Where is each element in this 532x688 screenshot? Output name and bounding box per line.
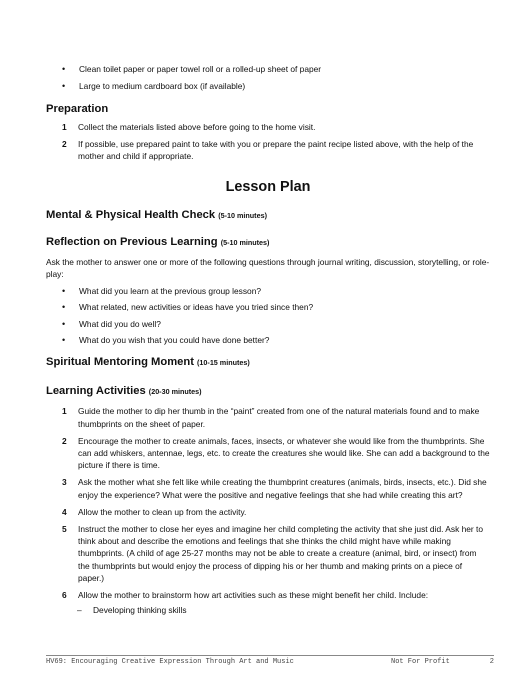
item-text: Encourage the mother to create animals, faces, insects, or whatever she would like from the thumbprints. She can add whiskers, antennae, legs, etc. to create the creatures she would like. She can add a background to the picture if there is time. (78, 435, 490, 471)
learning-heading (46, 384, 490, 399)
reflection-heading (46, 235, 490, 250)
item-text: Instruct the mother to close her eyes and imagine her child completing the activity that she just did. Ask her to think about and describe the emotions and feelings that she thinks the child might have while making thumbprints. (A child of age 25-27 months may not be able to create a creature (animal, bird, or insect) from the thumbprints but would enjoy the process of dipping his or her thumb and making prints on a piece of paper.) (78, 523, 484, 584)
heading-time: (5-10 minutes) (218, 211, 267, 221)
heading-time: (20-30 minutes) (148, 387, 202, 397)
footer-title: HV69: Encouraging Creative Expression Through Art and Music (46, 658, 294, 666)
spiritual-heading (46, 355, 490, 370)
list-item (46, 138, 490, 163)
list-item (46, 435, 490, 472)
list-item (46, 405, 490, 430)
learning-list (46, 405, 490, 601)
list-item: • What do you wish that you could have done better? (46, 334, 490, 346)
item-number: 2 (62, 435, 67, 446)
item-number: 4 (62, 506, 67, 517)
item-text: Collect the materials listed above before going to the home visit. (78, 121, 316, 132)
list-item: • What did you do well? (46, 318, 490, 330)
reflection-questions (46, 285, 490, 347)
item-number: 5 (62, 523, 67, 534)
document-page (46, 0, 490, 616)
preparation-list (46, 121, 490, 163)
list-item (46, 506, 490, 518)
list-item: • Clean toilet paper or paper towel roll or a rolled-up sheet of paper (46, 63, 490, 75)
list-item (46, 121, 490, 133)
item-text: Allow the mother to clean up from the activity. (78, 506, 247, 517)
item-number: 3 (62, 477, 67, 488)
page-number: 2 (489, 658, 494, 666)
list-item: • Large to medium cardboard box (if available) (46, 80, 490, 92)
preparation-heading: Preparation (46, 102, 109, 115)
footer-status: Not For Profit (391, 658, 450, 666)
item-text: Allow the mother to brainstorm how art activities such as these might benefit her child. Include: (78, 590, 429, 601)
list-item: • What did you learn at the previous group lesson? (46, 285, 490, 297)
item-text: Ask the mother what she felt like while creating the thumbprint creatures (animals, birds, insects, etc.). Did she enjoy the experience? What were the positive and negative feelings that she had while creating this art? (78, 477, 487, 500)
lesson-plan-title: Lesson Plan (225, 179, 311, 196)
heading-time: (5-10 minutes) (220, 238, 270, 248)
health-check-heading (46, 208, 490, 223)
list-item (46, 589, 490, 601)
list-item (46, 476, 490, 501)
item-number: 2 (62, 138, 67, 149)
item-number: 1 (62, 121, 67, 132)
item-text: Guide the mother to dip her thumb in the “paint” created from one of the natural materials found and to make thumbprints on the sheet of paper. (78, 406, 480, 429)
item-number: 6 (62, 590, 67, 601)
heading-text: Mental & Physical Health Check (46, 209, 216, 222)
list-item: • What related, new activities or ideas have you tried since then? (46, 301, 490, 313)
materials-list (46, 63, 490, 92)
heading-text: Reflection on Previous Learning (46, 236, 218, 249)
reflection-intro: Ask the mother to answer one or more of the following questions through journal writing, discussion, storytelling, or role-play: (46, 257, 490, 280)
sub-list-item: – Developing thinking skills (46, 604, 490, 616)
heading-time: (10-15 minutes) (197, 358, 250, 368)
list-item (46, 523, 490, 584)
item-number: 1 (62, 406, 67, 417)
heading-text: Learning Activities (46, 385, 146, 398)
heading-text: Spiritual Mentoring Moment (46, 356, 194, 369)
footer-divider (46, 655, 494, 656)
item-text: If possible, use prepared paint to take with you or prepare the paint recipe listed above, with the help of the mother and child if appropriate. (78, 138, 474, 161)
